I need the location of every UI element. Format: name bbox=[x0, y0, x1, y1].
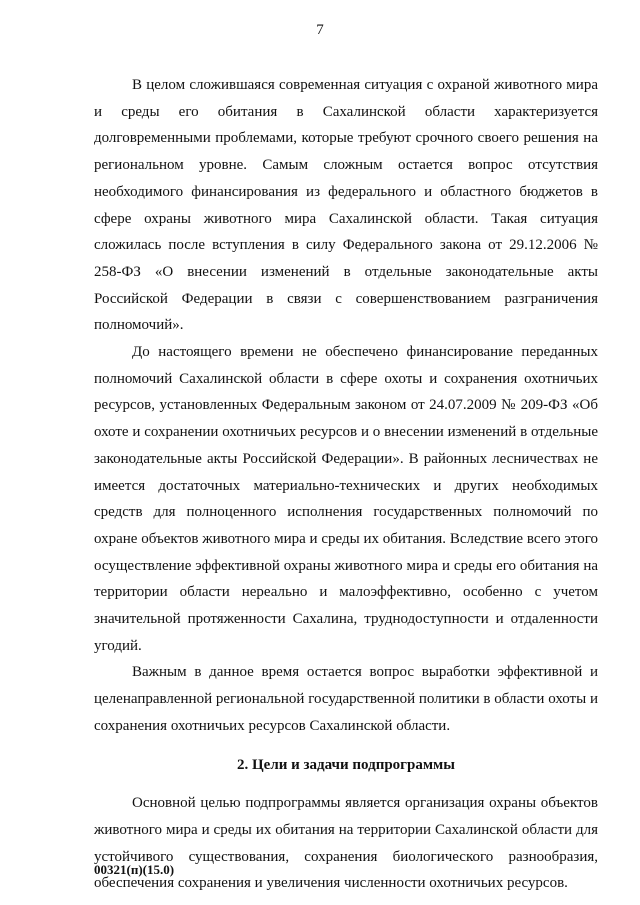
paragraph: В целом сложившаяся современная ситуация с охраной животного мира и среды его обитания в Сахалинской области характеризуется долговременными проблемами, которые требуют срочного своего решения на региональном уровне. Самым сложным остается вопрос отсутствия необходимого финансирования из федерального и областного бюджетов в сфере охраны животного мира Сахалинской области. Такая ситуация сложилась после вступления в силу Федерального закона от 29.12.2006 № 258-ФЗ «О внесении изменений в отдельные законодательные акты Российской Федерации в связи с совершенствованием разграничения полномочий». bbox=[94, 77, 598, 334]
paragraph: Основной целью подпрограммы является организация охраны объектов животного мира и среды их обитания на территории Сахалинской области для устойчивого существования, сохранения биологического разнообразия, обеспечения сохранения и увеличения численности охотничьих ресурсов. bbox=[94, 795, 598, 892]
document-body bbox=[94, 72, 598, 897]
paragraph: До настоящего времени не обеспечено финансирование переданных полномочий Сахалинской области в сфере охоты и сохранения охотничьих ресурсов, установленных Федеральным законом от 24.07.2009 № 209-ФЗ «Об охоте и сохранении охотничьих ресурсов и о внесении изменений в отдельные законодательные акты Российской Федерации». В районных лесничествах не имеется достаточных материально-технических и других необходимых средств для полноценного исполнения государственных полномочий по охране объектов животного мира и среды их обитания. Вследствие всего этого осуществление эффективной охраны животного мира и среды его обитания на территории области нереально и малоэффективно, особенно с учетом значительной протяженности Сахалина, труднодоступности и отдаленности угодий. bbox=[94, 344, 598, 654]
section-heading: 2. Цели и задачи подпрограммы bbox=[237, 756, 455, 773]
paragraph: Важным в данное время остается вопрос выработки эффективной и целенаправленной региональной государственной политики в области охоты и сохранения охотничьих ресурсов Сахалинской области. bbox=[94, 664, 598, 734]
document-code: 00321(п)(15.0) bbox=[94, 862, 175, 877]
page-number: 7 bbox=[316, 22, 324, 38]
